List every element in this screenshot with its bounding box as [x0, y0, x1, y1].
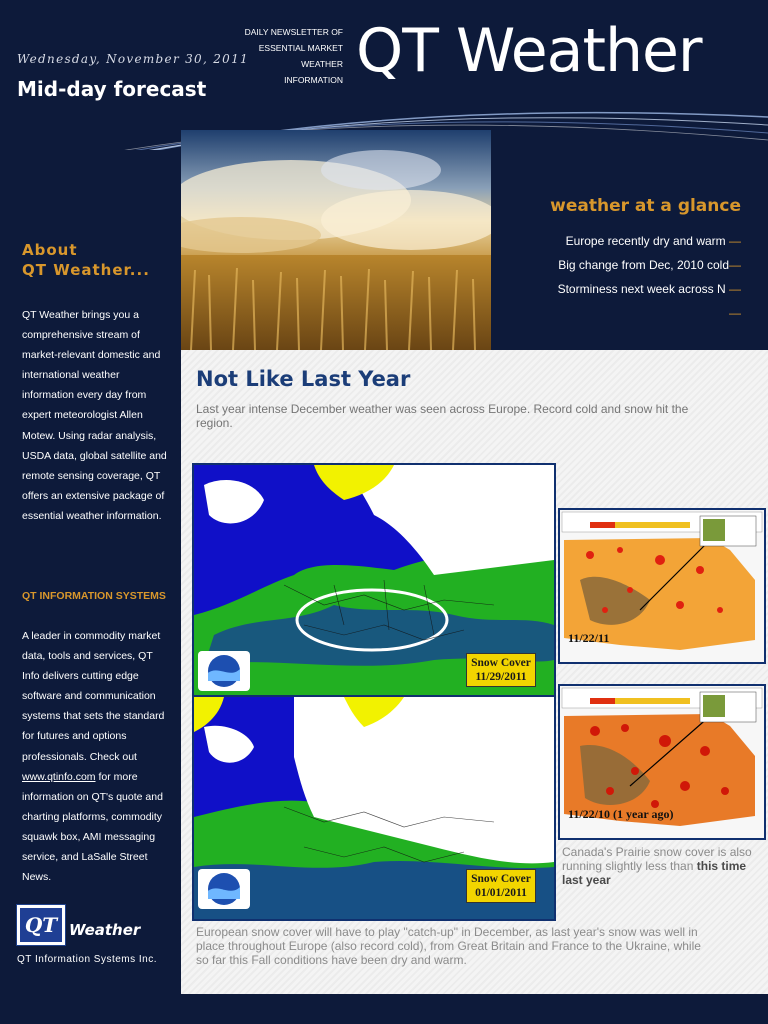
info-title: QT INFORMATION SYSTEMS: [22, 590, 166, 602]
dash-bullet: —: [729, 234, 741, 248]
snow-cover-badge: [466, 653, 536, 687]
wheat-field-photo: [181, 130, 491, 350]
europe-caption: European snow cover will have to play "catch-up" in December, as last year's snow was well in place throughout Europe (also record cold), from Great Britain and France to the Ukraine, while so far this Fall conditions have been dry and warm.: [196, 925, 701, 967]
glance-list: [558, 229, 741, 325]
glance-item: [558, 277, 741, 301]
company-name: QT Information Systems Inc.: [17, 954, 158, 965]
weather-at-a-glance: [491, 150, 768, 350]
dash-bullet: —: [729, 306, 741, 320]
badge-line2: 11/29/2011: [475, 671, 527, 683]
snow-cover-badge: [466, 869, 536, 903]
qt-logo-mark: QT: [20, 908, 62, 942]
article-headline: Not Like Last Year: [196, 367, 411, 391]
qtinfo-link[interactable]: www.qtinfo.com: [22, 770, 96, 783]
glance-item: [558, 301, 741, 325]
badge-line2: 01/01/2011: [475, 887, 527, 899]
about-body: QT Weather brings you a comprehensive stream of market-relevant domestic and international weather information every day from expert meteorologist Allen Motew. Using radar analysis, USDA data, global satellite and remote sensing coverage, QT offers an extensive package of essential weather information.: [22, 309, 167, 522]
article-intro: Last year intense December weather was seen across Europe. Record cold and snow hit the region.: [196, 402, 689, 430]
canada-caption-text: Canada's Prairie snow cover is also running slightly less than: [562, 845, 752, 873]
about-title-line1: About: [22, 241, 78, 259]
qt-logo: [16, 904, 66, 946]
dash-bullet: —: [729, 282, 741, 296]
noaa-logo-icon: [198, 869, 250, 909]
tagline: DAILY NEWSLETTER OF ESSENTIAL MARKET WEATHER INFORMATION: [244, 27, 343, 85]
glance-title: weather at a glance: [550, 196, 741, 216]
badge-line1: Snow Cover: [471, 873, 531, 885]
edition-title: Mid-day forecast: [17, 77, 207, 101]
info-body-after: for more information on QT's quote and charting platforms, commodity squawk box, AMI messaging service, and LaSalle Street News.: [22, 770, 163, 884]
logo-word: Weather: [69, 921, 141, 939]
badge-line1: Snow Cover: [471, 657, 531, 669]
glance-item-text: Big change from Dec, 2010 cold: [558, 258, 729, 272]
issue-date: Wednesday, November 30, 2011: [17, 52, 249, 66]
map-date-label: 11/22/11: [568, 631, 610, 645]
article: [181, 350, 768, 994]
canada-snow-map-2010: [558, 684, 766, 840]
sidebar: [0, 150, 181, 1024]
noaa-logo-icon: [198, 651, 250, 691]
canada-caption: [562, 845, 758, 887]
canada-caption-emphasis: this time last year: [562, 859, 747, 887]
about-title-line2: QT Weather...: [22, 261, 150, 279]
europe-snow-map-2011: [192, 463, 556, 699]
brand-title: QT Weather: [356, 16, 702, 86]
map-date-label: 11/22/10 (1 year ago): [568, 807, 674, 821]
info-body-before: A leader in commodity market data, tools and services, QT Info delivers cutting edge software and communication systems that sets the standard for futures and options professionals. Check out: [22, 630, 165, 763]
about-title: [22, 240, 150, 280]
canada-snow-map-2011: [558, 508, 766, 664]
glance-item: [558, 229, 741, 253]
glance-item: [558, 253, 741, 277]
europe-snow-map-2010: [192, 695, 556, 921]
dash-bullet: —: [729, 258, 741, 272]
glance-item-text: Europe recently dry and warm: [565, 234, 726, 248]
info-body: [22, 626, 170, 887]
glance-item-text: Storminess next week across N: [557, 282, 726, 296]
